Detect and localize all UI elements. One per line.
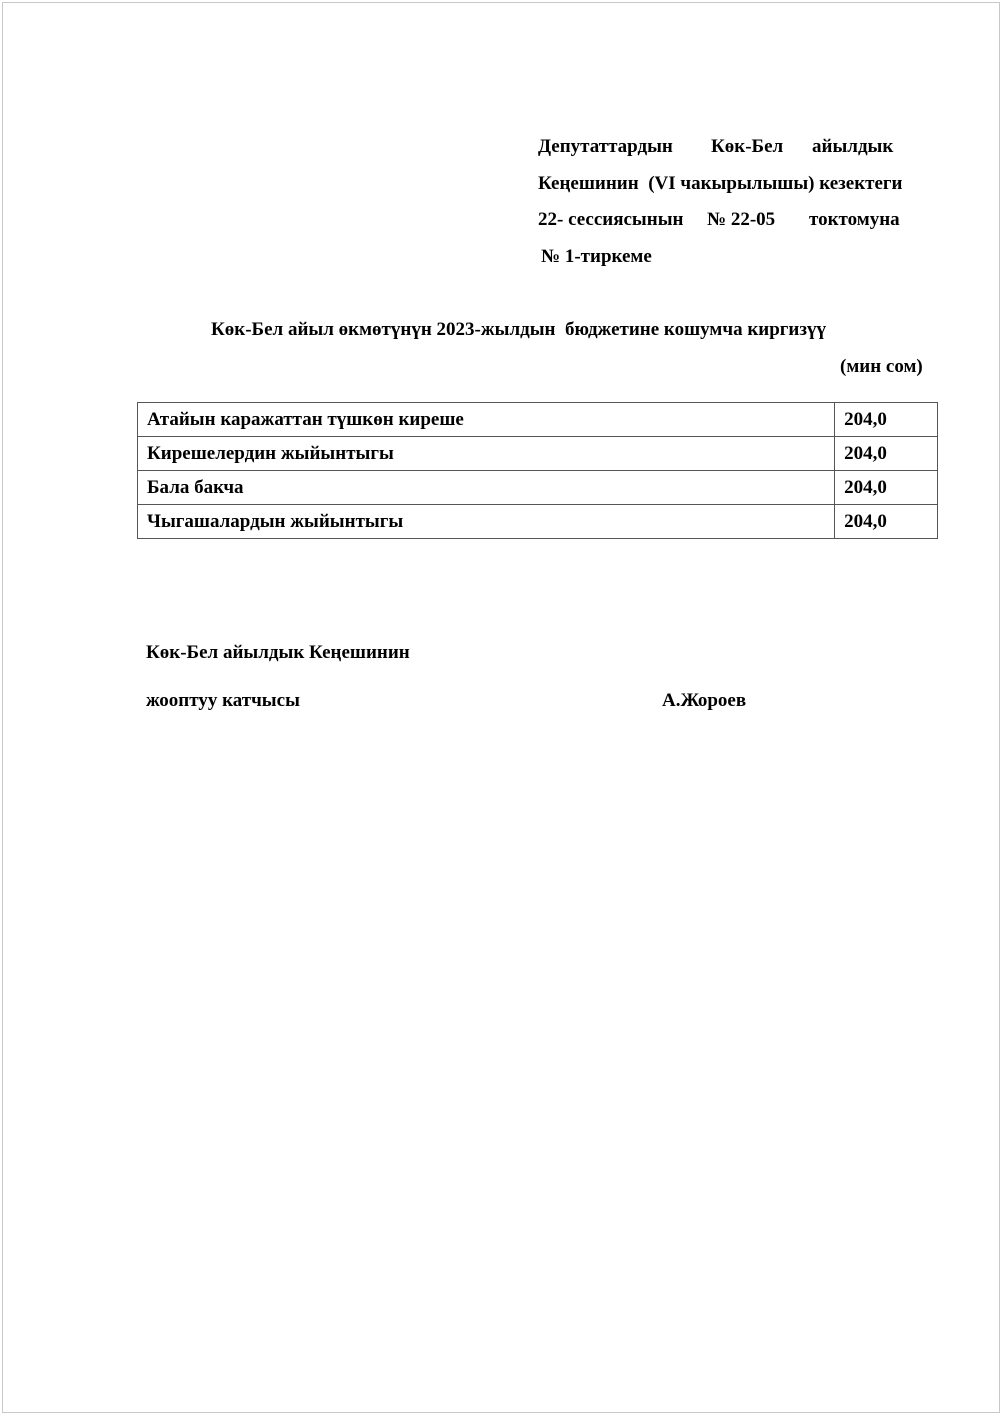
header-line-3-part-2: № 22-05: [707, 209, 776, 230]
row-label: Бала бакча: [138, 471, 835, 505]
signature-role: жооптуу катчысы: [146, 690, 300, 711]
table-row: [138, 505, 938, 539]
table-row: [138, 437, 938, 471]
header-line-3-part-3: токтомуна: [809, 209, 900, 230]
signature-name: А.Жороев: [662, 690, 747, 711]
header-line-4: № 1-тиркеме: [541, 246, 652, 267]
row-label: Атайын каражаттан түшкөн киреше: [138, 403, 835, 437]
row-value: 204,0: [835, 505, 938, 539]
row-value: 204,0: [835, 403, 938, 437]
header-line-1-part-2: Көк-Бел: [711, 136, 784, 157]
table-row: [138, 403, 938, 437]
header-line-1-part-3: айылдык: [812, 136, 894, 157]
table-row: [138, 471, 938, 505]
row-value: 204,0: [835, 437, 938, 471]
row-label: Кирешелердин жыйынтыгы: [138, 437, 835, 471]
unit-label: (мин сом): [840, 356, 923, 377]
signature-council: Көк-Бел айылдык Кеңешинин: [146, 642, 410, 663]
budget-table: [137, 402, 938, 539]
header-line-2: Кеңешинин (VI чакырылышы) кезектеги: [538, 173, 903, 194]
document-title: Көк-Бел айыл өкмөтүнүн 2023-жылдын бюджетине кошумча киргизүү: [211, 319, 826, 340]
header-line-3-part-1: 22- сессиясынын: [538, 209, 684, 230]
row-value: 204,0: [835, 471, 938, 505]
row-label: Чыгашалардын жыйынтыгы: [138, 505, 835, 539]
header-line-1-part-1: Депутаттардын: [538, 136, 673, 157]
